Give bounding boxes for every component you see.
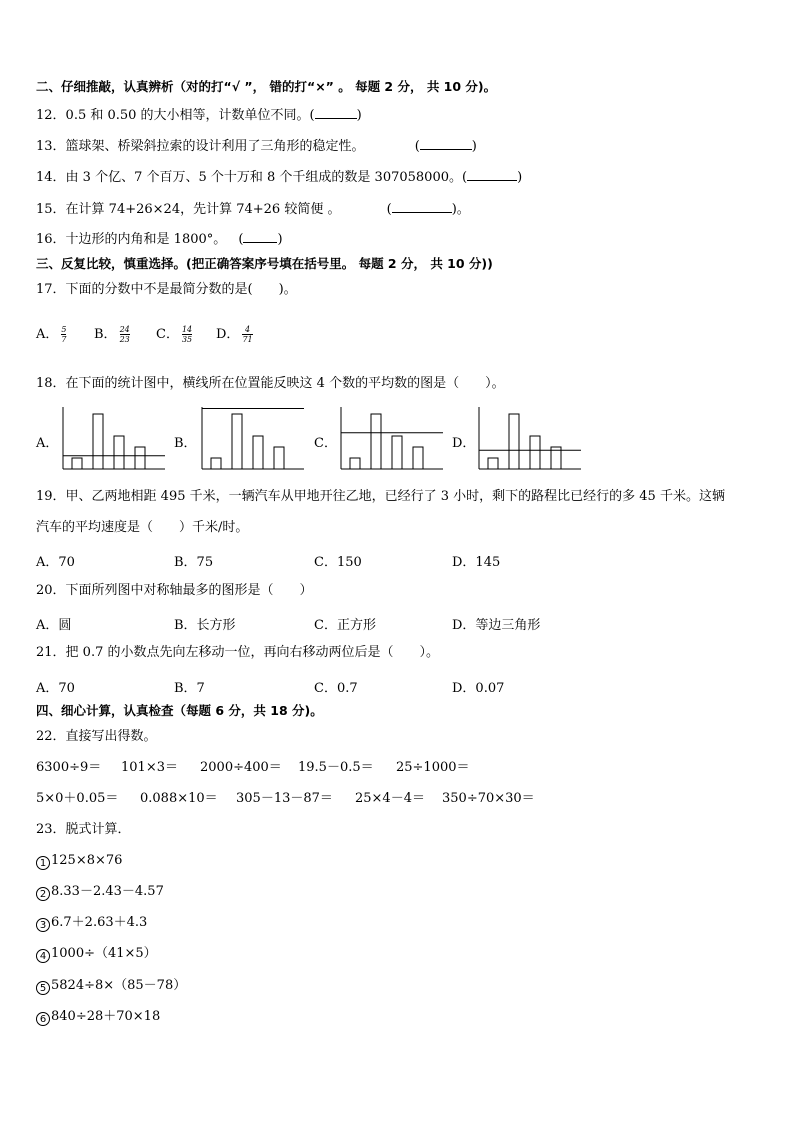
bar <box>530 436 540 469</box>
calc-expression: 6.7＋2.63＋4.3 <box>51 915 148 930</box>
q18-chart-d[interactable] <box>477 407 581 473</box>
section-2-heading: 二、仔细推敲，认真辨析（对的打“√ ”， 错的打“×” 。 每题 2 分， 共 10 分)。 <box>36 79 497 94</box>
numerator: 5 <box>61 325 67 334</box>
mental-math-item[interactable]: 19.5－0.5＝ <box>298 760 374 775</box>
mental-math-item[interactable]: 2000÷400＝ <box>200 760 282 775</box>
bar <box>135 447 145 469</box>
question-15-open: ( <box>386 202 392 217</box>
mental-math-item[interactable]: 305－13－87＝ <box>236 791 333 806</box>
bar <box>72 458 82 469</box>
numerator: 24 <box>119 325 130 334</box>
question-22: 22．直接写出得数。 <box>36 729 157 744</box>
bar <box>413 447 423 469</box>
question-15-text: 15．在计算 74+26×24，先计算 74+26 较简便 。 <box>36 202 341 217</box>
section-4-heading: 四、细心计算，认真检查（每题 6 分，共 18 分)。 <box>36 703 323 718</box>
mental-math-item[interactable]: 25÷1000＝ <box>396 760 470 775</box>
q21-option-a[interactable]: A．70 <box>36 681 75 696</box>
bar <box>211 458 221 469</box>
option-label: C． <box>156 327 179 342</box>
bar <box>93 414 103 469</box>
question-16 <box>36 230 283 248</box>
q21-option-b[interactable]: B．7 <box>174 681 205 696</box>
question-13 <box>36 137 477 155</box>
fraction <box>242 325 252 344</box>
question-16-text: 16．十边形的内角和是 1800°。 <box>36 232 227 247</box>
numerator: 4 <box>244 325 251 334</box>
calc-item-3 <box>36 915 147 932</box>
calc-item-1 <box>36 853 122 870</box>
calc-expression: 5824÷8×（85－78） <box>51 978 187 993</box>
question-18: 18．在下面的统计图中，横线所在位置能反映这 4 个数的平均数的图是（ ）。 <box>36 376 505 391</box>
q17-option-b[interactable] <box>94 323 130 344</box>
mental-math-item[interactable]: 5×0＋0.05＝ <box>36 791 119 806</box>
question-15-close: )。 <box>451 202 470 217</box>
fraction <box>120 325 130 344</box>
question-13-open: ( <box>414 139 420 154</box>
question-12-text: 12．0.5 和 0.50 的大小相等，计数单位不同。( <box>36 108 315 123</box>
calc-item-4 <box>36 946 157 963</box>
bar <box>371 414 381 469</box>
bar <box>274 447 284 469</box>
denominator: 23 <box>119 335 130 344</box>
section-3-heading: 三、反复比较，慎重选择。(把正确答案序号填在括号里。 每题 2 分， 共 10 分)) <box>36 256 493 271</box>
answer-blank-15[interactable] <box>392 200 452 213</box>
question-13-text: 13．篮球架、桥梁斜拉索的设计利用了三角形的稳定性。 <box>36 139 365 154</box>
bar <box>253 436 263 469</box>
option-label: D． <box>216 327 240 342</box>
question-16-open: ( <box>238 232 244 247</box>
mental-math-item[interactable]: 101×3＝ <box>121 760 178 775</box>
q17-option-c[interactable] <box>156 323 192 344</box>
q21-option-d[interactable]: D．0.07 <box>452 681 505 696</box>
q19-option-d[interactable]: D．145 <box>452 555 501 570</box>
q18-option-b[interactable]: B． <box>174 436 197 451</box>
question-14 <box>36 168 522 186</box>
mental-math-item[interactable]: 25×4－4＝ <box>355 791 425 806</box>
q17-option-a[interactable] <box>36 323 66 344</box>
answer-blank-12[interactable] <box>315 106 357 119</box>
mental-math-item[interactable]: 0.088×10＝ <box>140 791 218 806</box>
answer-blank-16[interactable] <box>243 230 277 243</box>
q20-option-c[interactable]: C．正方形 <box>314 618 376 633</box>
denominator: 71 <box>242 335 253 344</box>
bar <box>392 436 402 469</box>
bar <box>114 436 124 469</box>
q19-option-a[interactable]: A．70 <box>36 555 75 570</box>
question-23: 23．脱式计算． <box>36 822 131 837</box>
mental-math-item[interactable]: 350÷70×30＝ <box>442 791 535 806</box>
question-12 <box>36 106 362 124</box>
calc-item-6 <box>36 1009 160 1026</box>
q18-chart-b[interactable] <box>200 407 304 473</box>
answer-blank-14[interactable] <box>467 168 517 181</box>
q19-option-c[interactable]: C．150 <box>314 555 362 570</box>
bar <box>350 458 360 469</box>
question-15 <box>36 200 470 218</box>
calc-expression: 1000÷（41×5） <box>51 946 157 961</box>
fraction <box>61 325 66 344</box>
fraction <box>182 325 192 344</box>
circled-number: 6 <box>36 1012 50 1026</box>
q18-chart-c[interactable] <box>339 407 443 473</box>
q21-option-c[interactable]: C．0.7 <box>314 681 358 696</box>
q20-option-a[interactable]: A．圆 <box>36 618 72 633</box>
q18-chart-a[interactable] <box>61 407 165 473</box>
bar <box>509 414 519 469</box>
q18-option-c[interactable]: C． <box>314 436 337 451</box>
question-12-close: ) <box>356 108 362 123</box>
option-label: A． <box>36 327 59 342</box>
question-17: 17．下面的分数中不是最简分数的是( )。 <box>36 282 297 297</box>
mental-math-item[interactable]: 6300÷9＝ <box>36 760 102 775</box>
q18-option-d[interactable]: D． <box>452 436 476 451</box>
answer-blank-13[interactable] <box>420 137 472 150</box>
question-19-line1: 19．甲、乙两地相距 495 千米，一辆汽车从甲地开往乙地，已经行了 3 小时，剩下的路程比已经行的多 45 千米。这辆 <box>36 489 725 504</box>
circled-number: 1 <box>36 856 50 870</box>
question-14-close: ) <box>517 170 523 185</box>
circled-number: 3 <box>36 918 50 932</box>
question-19-line2: 汽车的平均速度是（ ）千米/时。 <box>36 520 249 535</box>
q19-option-b[interactable]: B．75 <box>174 555 214 570</box>
question-13-close: ) <box>471 139 477 154</box>
bar <box>488 458 498 469</box>
option-label: B． <box>94 327 117 342</box>
circled-number: 5 <box>36 981 50 995</box>
denominator: 7 <box>61 335 67 344</box>
q17-option-d[interactable] <box>216 323 253 344</box>
circled-number: 4 <box>36 949 50 963</box>
question-21: 21．把 0.7 的小数点先向左移动一位，再向右移动两位后是（ ）。 <box>36 645 439 660</box>
q18-option-a[interactable]: A． <box>36 436 59 451</box>
calc-expression: 125×8×76 <box>51 853 123 868</box>
bar <box>232 414 242 469</box>
calc-expression: 8.33－2.43－4.57 <box>51 884 164 899</box>
question-20: 20．下面所列图中对称轴最多的图形是（ ） <box>36 583 313 598</box>
circled-number: 2 <box>36 887 50 901</box>
question-16-close: ) <box>277 232 283 247</box>
numerator: 14 <box>181 325 193 334</box>
q20-option-b[interactable]: B．长方形 <box>174 618 236 633</box>
calc-expression: 840÷28＋70×18 <box>51 1009 161 1024</box>
denominator: 35 <box>181 335 193 344</box>
calc-item-2 <box>36 884 164 901</box>
q20-option-d[interactable]: D．等边三角形 <box>452 618 541 633</box>
calc-item-5 <box>36 978 186 995</box>
question-14-text: 14．由 3 个亿、7 个百万、5 个十万和 8 个千组成的数是 307058000。( <box>36 170 468 185</box>
